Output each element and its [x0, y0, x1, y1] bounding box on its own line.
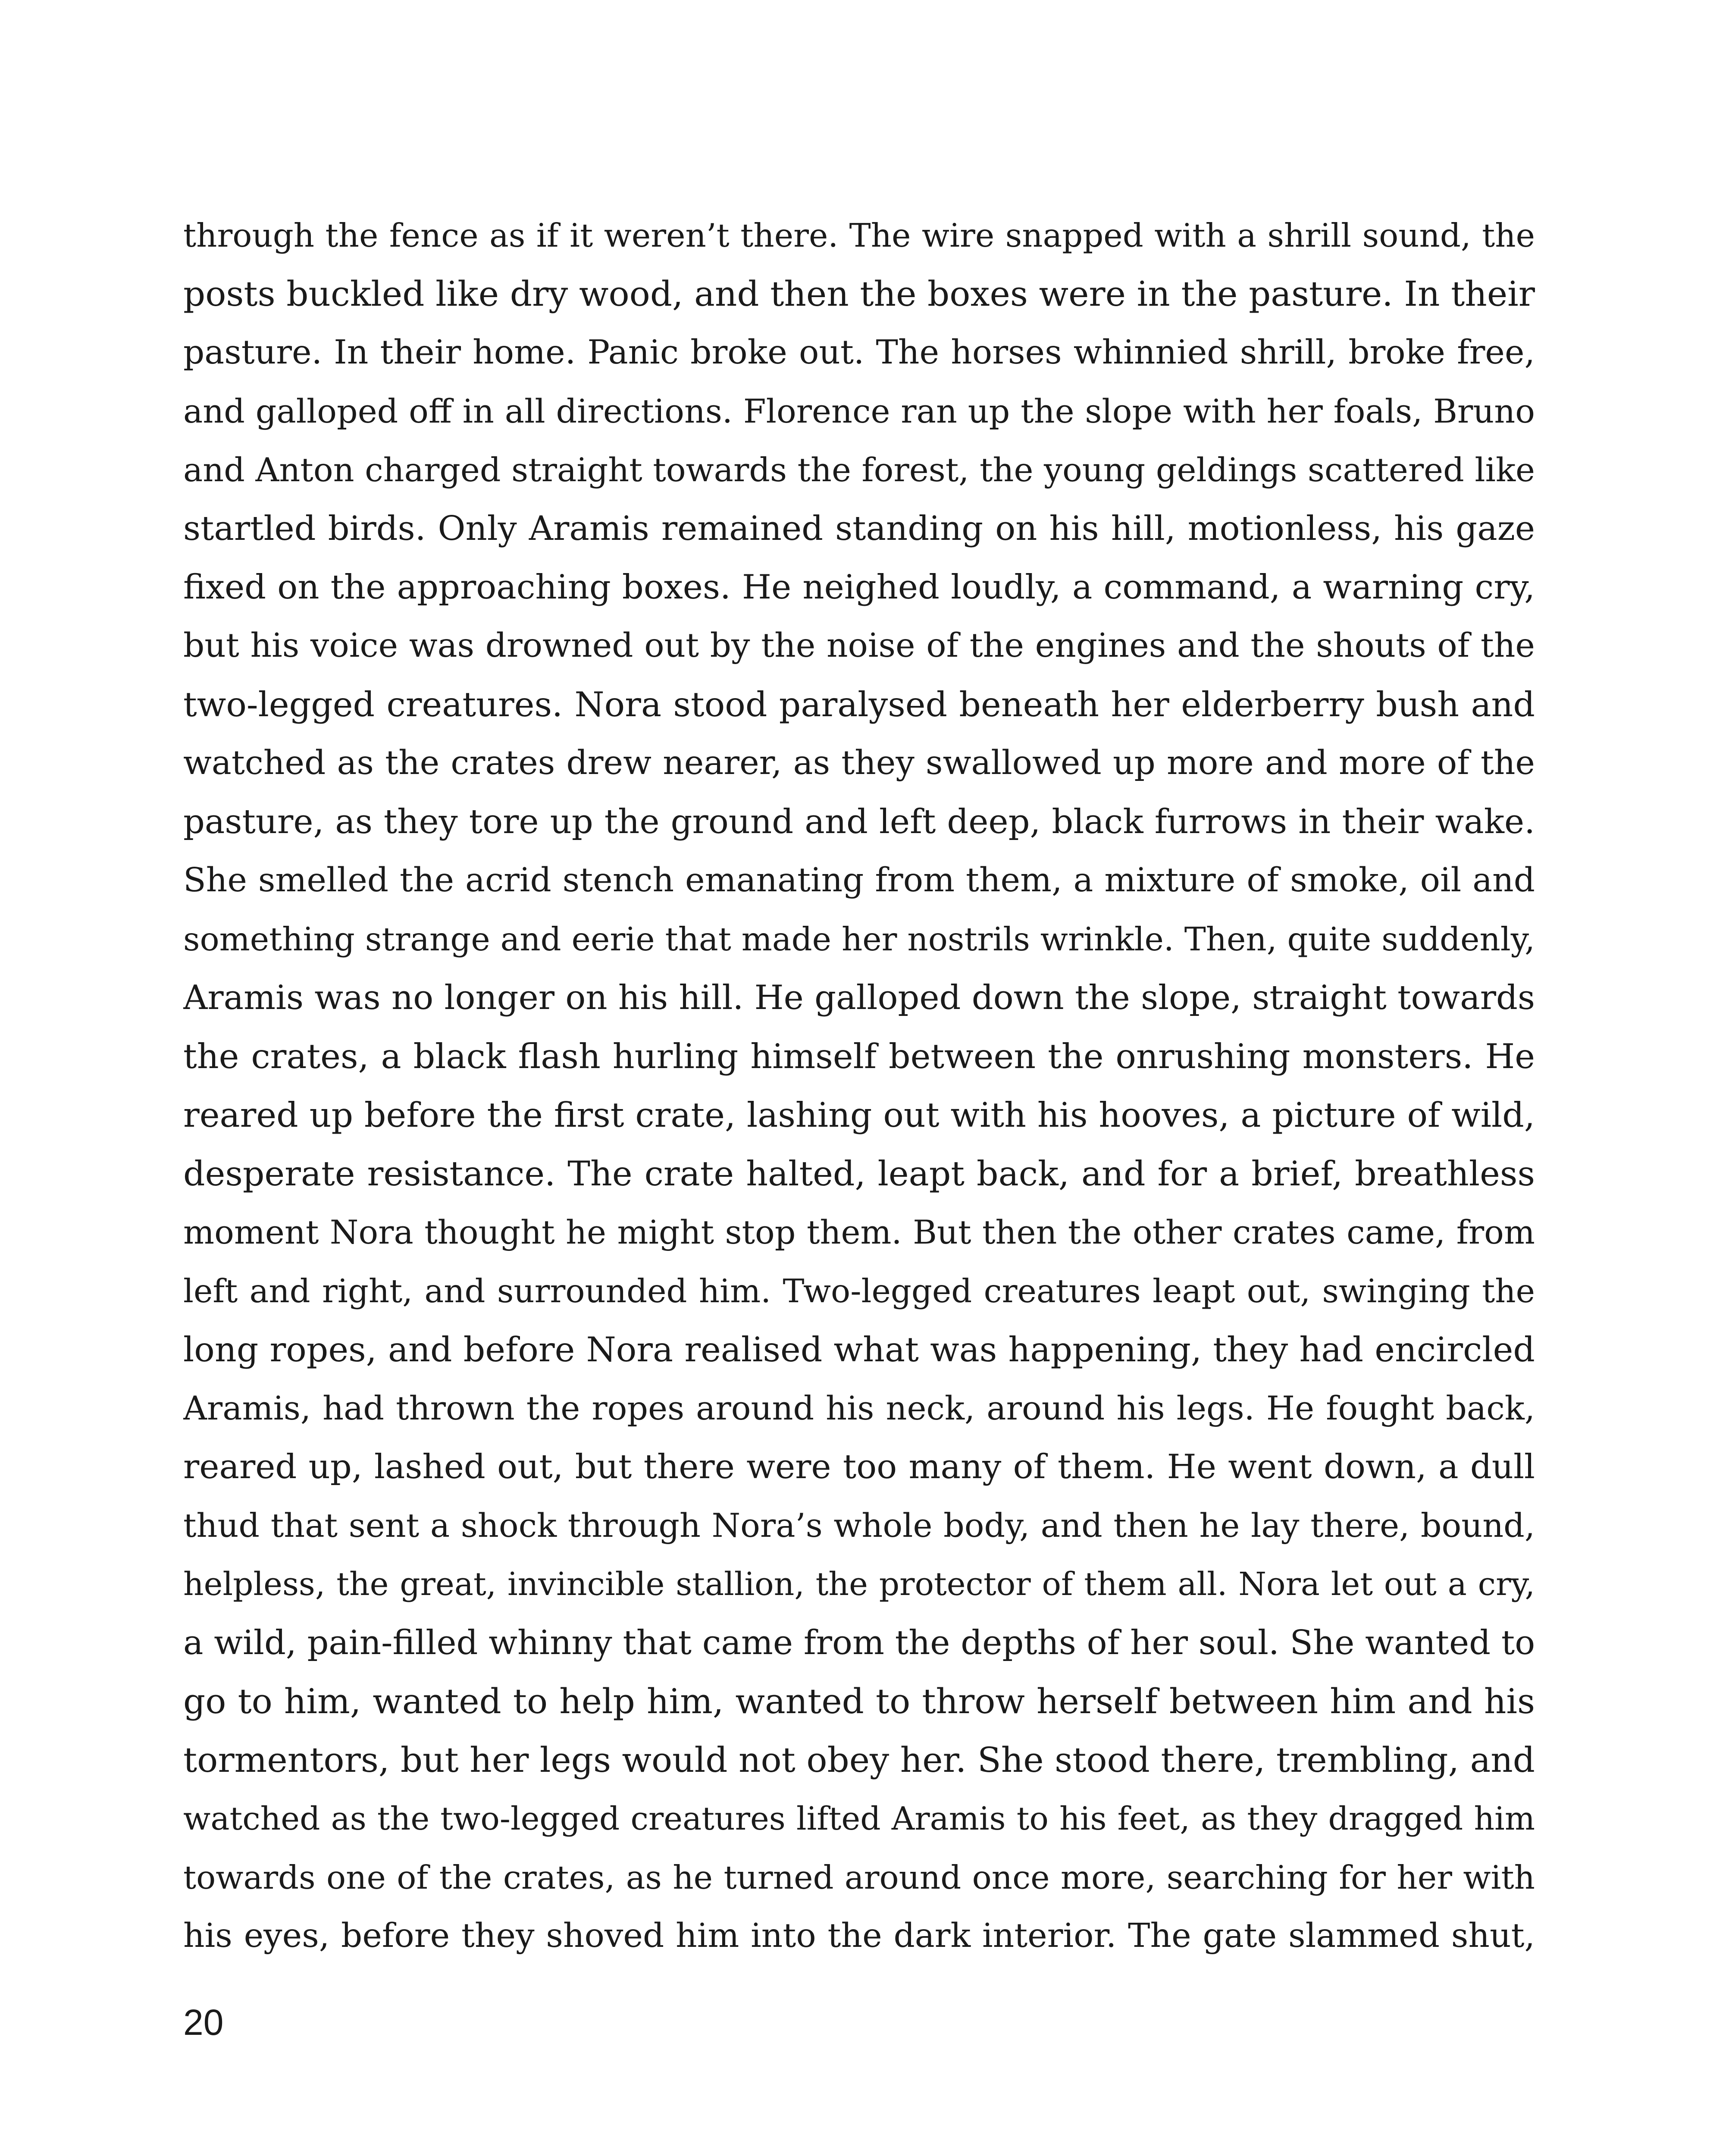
text-line: She smelled the acrid stench emanating from them, a mixture of smoke, oil and: [183, 861, 1535, 899]
text-line: reared up, lashed out, but there were too many of them. He went down, a dull: [183, 1448, 1535, 1486]
text-line: and Anton charged straight towards the forest, the young geldings scattered like: [183, 451, 1535, 489]
text-line: startled birds. Only Aramis remained standing on his hill, motionless, his gaze: [183, 509, 1535, 548]
text-line: long ropes, and before Nora realised what was happening, they had encircled: [183, 1330, 1535, 1369]
text-line: two-legged creatures. Nora stood paralysed beneath her elderberry bush and: [183, 685, 1535, 724]
text-line: something strange and eerie that made her nostrils wrinkle. Then, quite suddenly,: [183, 920, 1535, 958]
text-line: watched as the crates drew nearer, as they swallowed up more and more of the: [183, 744, 1535, 782]
text-line: go to him, wanted to help him, wanted to throw herself between him and his: [183, 1681, 1535, 1721]
text-line: moment Nora thought he might stop them. But then the other crates came, from: [183, 1213, 1535, 1251]
text-line: posts buckled like dry wood, and then the boxes were in the pasture. In their: [183, 274, 1535, 314]
text-line: desperate resistance. The crate halted, leapt back, and for a brief, breathless: [183, 1154, 1535, 1194]
text-line: reared up before the first crate, lashing out with his hooves, a picture of wild,: [183, 1095, 1535, 1135]
text-line: through the fence as if it weren’t there. The wire snapped with a shrill sound, the: [183, 216, 1535, 254]
text-line: but his voice was drowned out by the noise of the engines and the shouts of the: [183, 627, 1535, 665]
page-number: 20: [183, 2002, 224, 2043]
text-line: helpless, the great, invincible stallion, the protector of them all. Nora let out a cry,: [183, 1566, 1535, 1603]
text-line: a wild, pain-filled whinny that came from the depths of her soul. She wanted to: [183, 1623, 1535, 1662]
text-line: pasture. In their home. Panic broke out. The horses whinnied shrill, broke free,: [183, 333, 1535, 372]
text-line: towards one of the crates, as he turned around once more, searching for her with: [183, 1858, 1535, 1896]
body-text: [183, 206, 1535, 1965]
text-line: watched as the two-legged creatures lifted Aramis to his feet, as they dragged him: [183, 1800, 1535, 1837]
text-line: thud that sent a shock through Nora’s whole body, and then he lay there, bound,: [183, 1506, 1535, 1545]
text-line: and galloped off in all directions. Florence ran up the slope with her foals, Bruno: [183, 392, 1535, 430]
text-line: left and right, and surrounded him. Two-legged creatures leapt out, swinging the: [183, 1272, 1535, 1310]
text-line: Aramis, had thrown the ropes around his neck, around his legs. He fought back,: [183, 1389, 1535, 1427]
text-line: Aramis was no longer on his hill. He galloped down the slope, straight towards: [183, 978, 1535, 1017]
text-line: fixed on the approaching boxes. He neighed loudly, a command, a warning cry,: [183, 568, 1535, 607]
text-line: tormentors, but her legs would not obey her. She stood there, trembling, and: [183, 1740, 1535, 1780]
text-line: his eyes, before they shoved him into the dark interior. The gate slammed shut,: [183, 1917, 1535, 1955]
text-line: the crates, a black flash hurling himself between the onrushing monsters. He: [183, 1037, 1535, 1076]
text-line: pasture, as they tore up the ground and left deep, black furrows in their wake.: [183, 802, 1535, 841]
